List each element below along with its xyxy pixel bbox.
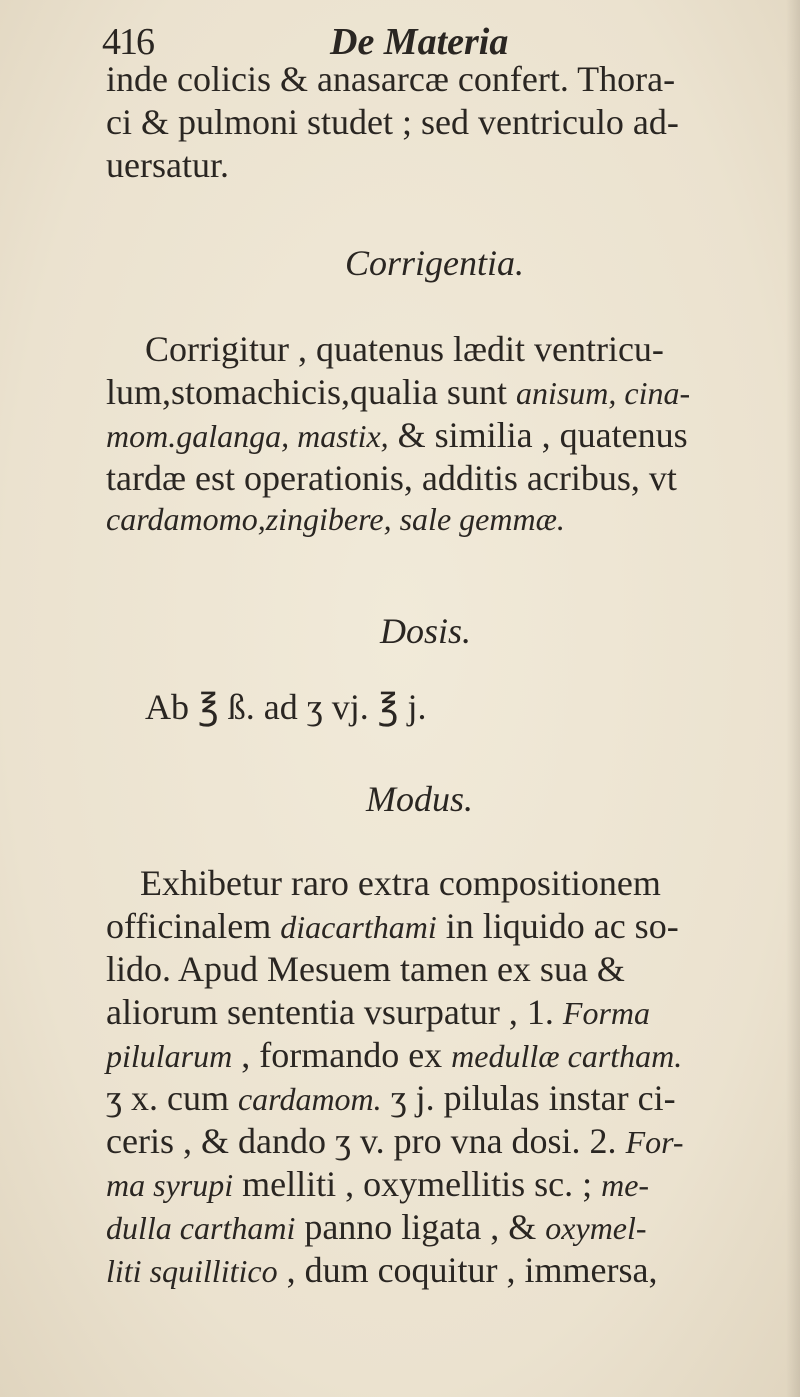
intro-line-3: uersatur. (106, 145, 229, 185)
modus-line-7: ceris , & dando ʒ v. pro vna dosi. 2. For- (106, 1121, 684, 1161)
section-heading-dosis: Dosis. (380, 611, 472, 651)
corrigentia-line-3: mom.galanga, mastix, & similia , quatenus (106, 415, 688, 455)
dosis-line: Ab ℥ ß. ad ʒ vj. ℥ j. (145, 687, 427, 727)
modus-line-5: pilularum , formando ex medullæ cartham. (106, 1035, 683, 1075)
corrigentia-line-5: cardamomo,zingibere, sale gemmæ. (106, 501, 565, 537)
running-title: De Materia (330, 21, 509, 63)
corrigentia-line-1: Corrigitur , quatenus lædit ventricu- (145, 329, 664, 369)
modus-line-8: ma syrupi melliti , oxymellitis sc. ; me- (106, 1164, 650, 1204)
section-heading-modus: Modus. (366, 779, 473, 819)
modus-line-6: ʒ x. cum cardamom. ʒ j. pilulas instar ci- (106, 1078, 676, 1118)
corrigentia-line-2: lum,stomachicis,qualia sunt anisum, cina- (106, 372, 691, 412)
modus-line-4: aliorum sententia vsurpatur , 1. Forma (106, 992, 650, 1032)
modus-line-10: liti squillitico , dum coquitur , immersa, (106, 1250, 658, 1290)
modus-line-3: lido. Apud Mesuem tamen ex sua & (106, 949, 625, 989)
modus-line-2: officinalem diacarthami in liquido ac so- (106, 906, 679, 946)
section-heading-corrigentia: Corrigentia. (345, 243, 525, 283)
intro-line-2: ci & pulmoni studet ; sed ventriculo ad- (106, 102, 679, 142)
intro-line-1: inde colicis & anasarcæ confert. Thora- (106, 59, 676, 99)
modus-line-9: dulla carthami panno ligata , & oxymel- (106, 1207, 647, 1247)
page-header (0, 8, 800, 64)
corrigentia-line-4: tardæ est operationis, additis acribus, vt (106, 458, 677, 498)
modus-line-1: Exhibetur raro extra compositionem (140, 863, 661, 903)
page-number: 416 (102, 21, 153, 63)
